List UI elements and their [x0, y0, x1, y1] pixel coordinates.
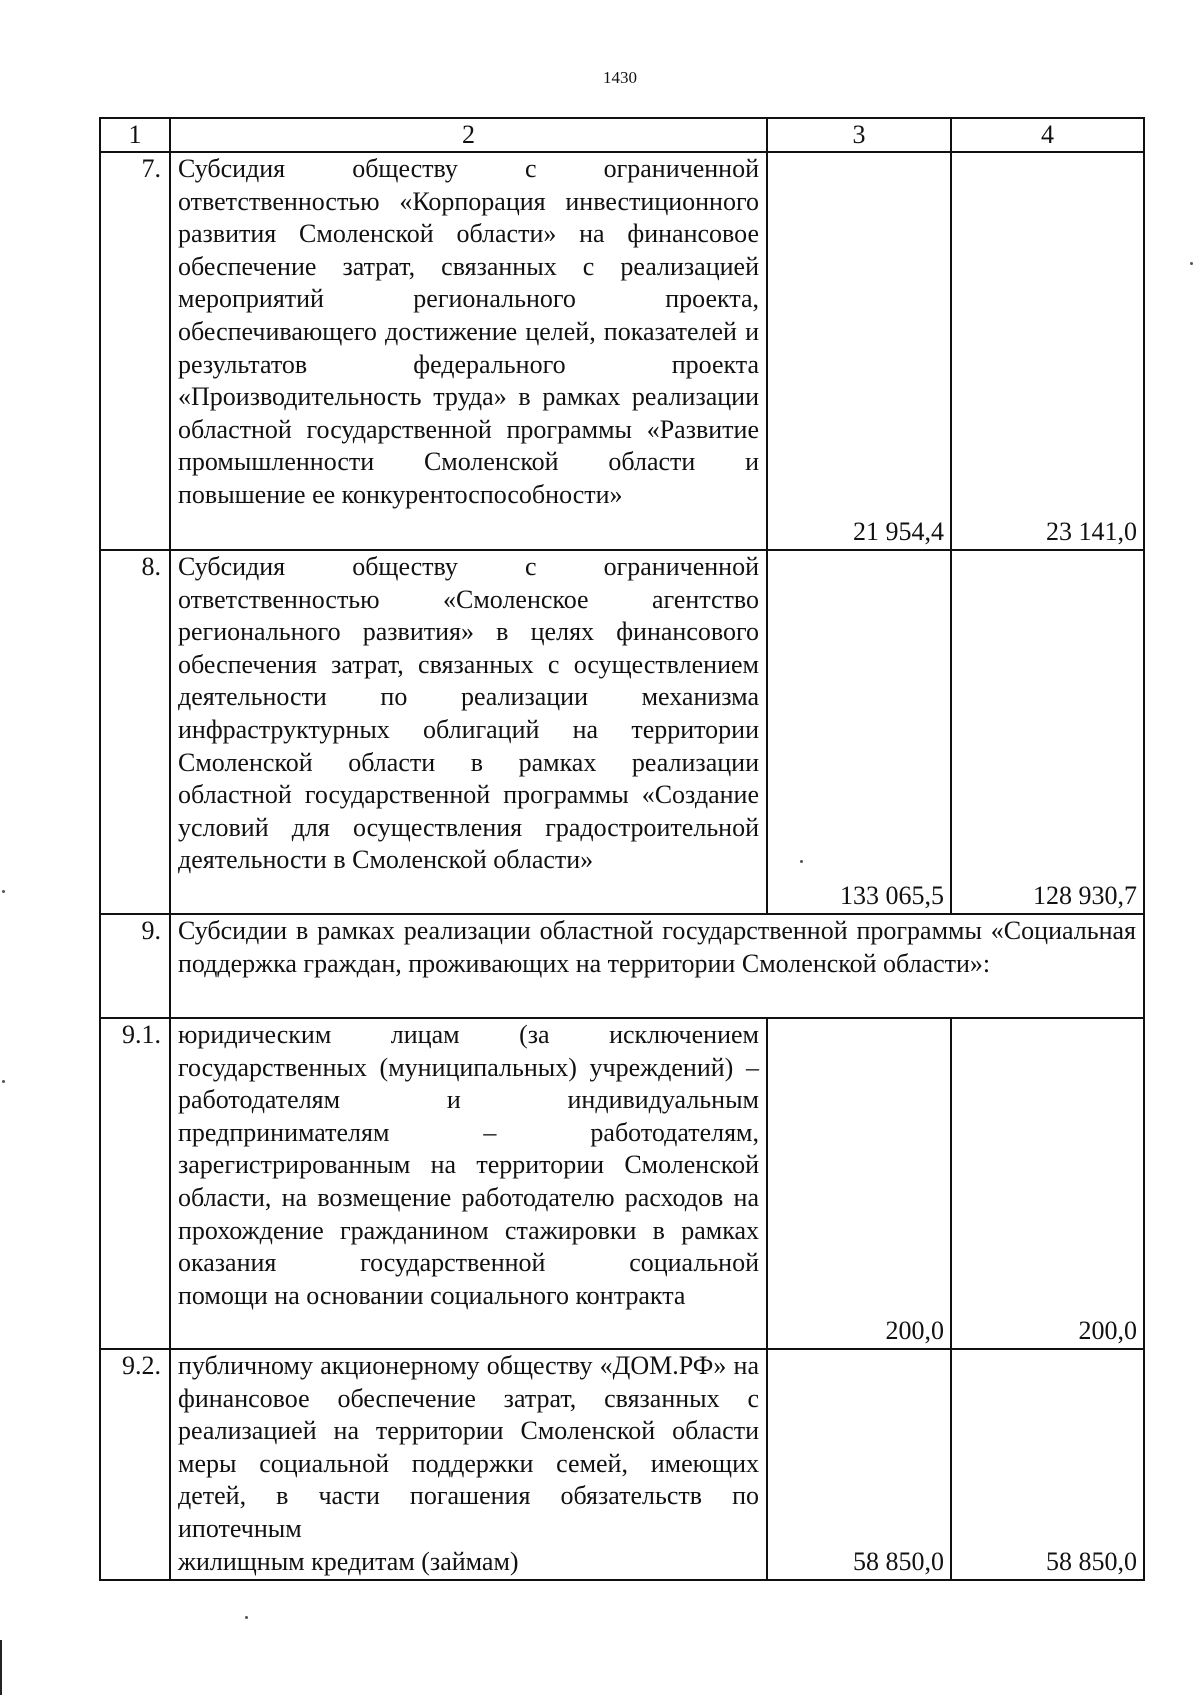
table-row [100, 1349, 1144, 1580]
row-value-col4: 58 850,0 [951, 1349, 1144, 1580]
row-description-span: Субсидии в рамках реализации областной государственной программы «Социальная поддержка граждан, проживающих на территории Смоленской области»: [170, 914, 1144, 1018]
row-value-col3: 21 954,4 [767, 152, 951, 550]
row-description-text: публичному акционерному обществу «ДОМ.РФ» на финансовое обеспечение затрат, связанных с реализацией на территории Смоленской области меры социальной поддержки семей, имеющих детей, в части погашения обязательств по ипотечным [178, 1351, 759, 1543]
row-description-last-line: помощи на основании социального контракта [178, 1280, 686, 1310]
row-value-col4: 128 930,7 [951, 550, 1144, 914]
row-value-col3: 58 850,0 [767, 1349, 951, 1580]
row-description [170, 1349, 767, 1580]
scan-speck [2, 890, 5, 893]
scan-speck [2, 1080, 5, 1083]
row-value-col3: 200,0 [767, 1018, 951, 1349]
budget-table [99, 117, 1145, 1581]
page-number: 1430 [603, 68, 637, 87]
row-description-last-line: деятельности в Смоленской области» [178, 845, 594, 875]
row-number: 9.1. [100, 1018, 170, 1349]
row-number: 9. [100, 914, 170, 1018]
row-value-col3: 133 065,5 [767, 550, 951, 914]
row-number: 8. [100, 550, 170, 914]
header-col-4: 4 [951, 118, 1144, 152]
header-col-3: 3 [767, 118, 951, 152]
row-description [170, 1018, 767, 1349]
scan-speck [245, 1616, 248, 1619]
scan-speck [1190, 262, 1193, 265]
table-row [100, 550, 1144, 914]
row-value-col4: 23 141,0 [951, 152, 1144, 550]
table-header-row [100, 118, 1144, 152]
row-description-last-line: повышение ее конкурентоспособности» [178, 479, 623, 509]
header-col-1: 1 [100, 118, 170, 152]
table-row [100, 1018, 1144, 1349]
scan-edge-line [0, 1640, 2, 1695]
table-row [100, 152, 1144, 550]
row-description-text: Субсидия обществу с ограниченной ответственностью «Смоленское агентство регионального развития» в целях финансового обеспечения затрат, связанных с осуществлением деятельности по реализации механизма инфраструктурных облигаций на территории Смоленской области в рамках реализации областной государственной программы «Создание условий для осуществления градостроительной [178, 552, 759, 842]
row-value-col4: 200,0 [951, 1018, 1144, 1349]
row-number: 9.2. [100, 1349, 170, 1580]
header-col-2: 2 [170, 118, 767, 152]
table-row [100, 914, 1144, 1018]
row-description-last-line: жилищным кредитам (займам) [178, 1546, 519, 1576]
row-description [170, 550, 767, 914]
row-number: 7. [100, 152, 170, 550]
scan-speck [800, 860, 803, 863]
row-description-text: Субсидия обществу с ограниченной ответственностью «Корпорация инвестиционного развития Смоленской области» на финансовое обеспечение затрат, связанных с реализацией мероприятий регионального проекта, обеспечивающего достижение целей, показателей и результатов федерального проекта «Производительность труда» в рамках реализации областной государственной программы «Развитие промышленности Смоленской области и [178, 154, 759, 477]
row-description-text: юридическим лицам (за исключением государственных (муниципальных) учреждений) – работодателям и индивидуальным предпринимателям – работодателям, зарегистрированным на территории Смоленской области, на возмещение работодателю расходов на прохождение гражданином стажировки в рамках оказания государственной социальной [178, 1020, 759, 1278]
row-description [170, 152, 767, 550]
